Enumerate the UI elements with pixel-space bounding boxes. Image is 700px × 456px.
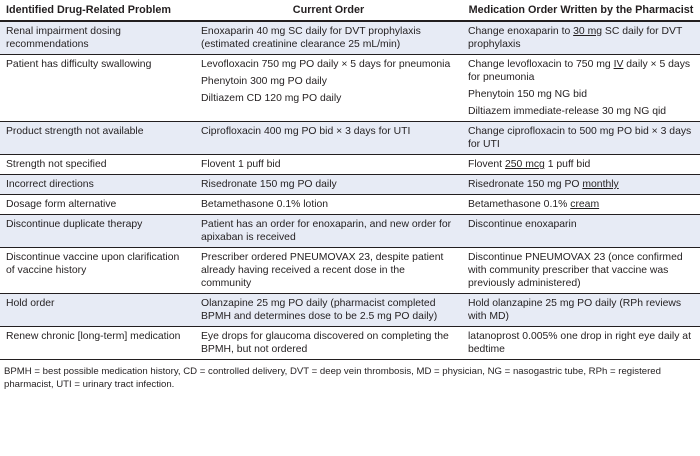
cell-pharmacist-order xyxy=(462,55,700,122)
order-text: SC daily for DVT prophylaxis xyxy=(468,26,683,50)
table-row xyxy=(0,327,700,360)
table-row xyxy=(0,55,700,122)
header-problem: Identified Drug-Related Problem xyxy=(0,0,195,21)
cell-current-order xyxy=(195,175,462,195)
pharmacist-order-line xyxy=(468,178,694,191)
current-order-line: Risedronate 150 mg PO daily xyxy=(201,179,337,190)
order-change-underlined: IV xyxy=(613,59,624,70)
order-change-underlined: 250 mcg xyxy=(504,159,545,170)
pharmacist-order-line xyxy=(468,330,694,356)
pharmacist-order-line xyxy=(468,297,694,323)
current-order-line: Flovent 1 puff bid xyxy=(201,159,281,170)
order-text: Change levofloxacin to 750 mg xyxy=(468,59,614,70)
order-text: daily × 5 days for pneumonia xyxy=(468,59,691,83)
table-header-row xyxy=(0,0,700,21)
order-change-underlined: cream xyxy=(570,199,600,210)
cell-pharmacist-order xyxy=(462,248,700,294)
order-text: latanoprost 0.005% one drop in right eye daily at bedtime xyxy=(468,331,691,355)
pharmacist-order-line xyxy=(468,125,694,151)
pharmacist-order-line xyxy=(468,88,694,101)
order-text: 1 puff bid xyxy=(544,159,591,170)
current-order-line: Levofloxacin 750 mg PO daily × 5 days for pneumonia xyxy=(201,59,451,70)
current-order-line: Ciprofloxacin 400 mg PO bid × 3 days for UTI xyxy=(201,126,411,137)
cell-current-order xyxy=(195,248,462,294)
cell-problem: Strength not specified xyxy=(0,155,195,175)
cell-problem: Renal impairment dosing recommendations xyxy=(0,21,195,55)
pharmacist-order-line xyxy=(468,251,694,290)
table-row xyxy=(0,155,700,175)
order-text: Risedronate 150 mg PO xyxy=(468,179,583,190)
cell-problem: Dosage form alternative xyxy=(0,195,195,215)
pharmacist-order-line xyxy=(468,198,694,211)
table-body xyxy=(0,21,700,360)
table-row xyxy=(0,175,700,195)
pharmacist-order-line xyxy=(468,58,694,84)
order-text: Flovent xyxy=(468,159,505,170)
pharmacist-order-line xyxy=(468,158,694,171)
table-row xyxy=(0,122,700,155)
cell-problem: Incorrect directions xyxy=(0,175,195,195)
table-row xyxy=(0,294,700,327)
pharmacist-order-line xyxy=(468,25,694,51)
cell-problem: Patient has difficulty swallowing xyxy=(0,55,195,122)
table-row xyxy=(0,248,700,294)
cell-pharmacist-order xyxy=(462,327,700,360)
table-row xyxy=(0,21,700,55)
cell-pharmacist-order xyxy=(462,175,700,195)
cell-current-order xyxy=(195,21,462,55)
cell-current-order xyxy=(195,122,462,155)
cell-pharmacist-order xyxy=(462,21,700,55)
cell-pharmacist-order xyxy=(462,294,700,327)
table-row xyxy=(0,195,700,215)
order-text: Discontinue enoxaparin xyxy=(468,219,577,230)
table-row xyxy=(0,215,700,248)
current-order-line: Patient has an order for enoxaparin, and new order for apixaban is received xyxy=(201,219,452,243)
cell-problem: Hold order xyxy=(0,294,195,327)
order-change-underlined: monthly xyxy=(582,179,619,190)
cell-current-order xyxy=(195,327,462,360)
order-text: Change ciprofloxacin to 500 mg PO bid × 3 days for UTI xyxy=(468,126,692,150)
header-current-order: Current Order xyxy=(195,0,462,21)
order-text: Phenytoin 150 mg NG bid xyxy=(468,89,587,100)
table-footnote: BPMH = best possible medication history, CD = controlled delivery, DVT = deep vein thrombosis, MD = physician, NG = nasogastric tube, RPh = registered pharmacist, UTI = urinary tract infection. xyxy=(4,366,661,390)
cell-problem: Product strength not available xyxy=(0,122,195,155)
cell-pharmacist-order xyxy=(462,155,700,175)
cell-pharmacist-order xyxy=(462,195,700,215)
cell-problem: Discontinue vaccine upon clarification of vaccine history xyxy=(0,248,195,294)
order-text: Diltiazem immediate-release 30 mg NG qid xyxy=(468,106,667,117)
current-order-line: Eye drops for glaucoma discovered on completing the BPMH, but not ordered xyxy=(201,331,449,355)
current-order-line: Prescriber ordered PNEUMOVAX 23, despite patient already having received a recent dose in the community xyxy=(201,252,444,289)
current-order-line: Enoxaparin 40 mg SC daily for DVT prophylaxis (estimated creatinine clearance 25 mL/min) xyxy=(201,26,421,50)
cell-pharmacist-order xyxy=(462,122,700,155)
current-order-line: Betamethasone 0.1% lotion xyxy=(201,199,329,210)
current-order-line: Olanzapine 25 mg PO daily (pharmacist completed BPMH and determines dose to be 2.5 mg PO daily) xyxy=(201,298,438,322)
order-text: Discontinue PNEUMOVAX 23 (once confirmed with community prescriber that vaccine was previously administered) xyxy=(468,252,683,289)
order-text: Hold olanzapine 25 mg PO daily (RPh reviews with MD) xyxy=(468,298,682,322)
header-pharmacist-order: Medication Order Written by the Pharmacist xyxy=(462,0,700,21)
pharmacist-order-line xyxy=(468,218,694,231)
cell-current-order xyxy=(195,195,462,215)
cell-current-order xyxy=(195,55,462,122)
order-text: Change enoxaparin to xyxy=(468,26,574,37)
order-change-underlined: 30 mg xyxy=(573,26,603,37)
cell-problem: Discontinue duplicate therapy xyxy=(0,215,195,248)
cell-current-order xyxy=(195,294,462,327)
cell-pharmacist-order xyxy=(462,215,700,248)
cell-current-order xyxy=(195,215,462,248)
cell-current-order xyxy=(195,155,462,175)
cell-problem: Renew chronic [long-term] medication xyxy=(0,327,195,360)
pharmacist-order-line xyxy=(468,105,694,118)
current-order-line: Phenytoin 300 mg PO daily xyxy=(201,76,327,87)
order-text: Betamethasone 0.1% xyxy=(468,199,571,210)
current-order-line: Diltiazem CD 120 mg PO daily xyxy=(201,93,342,104)
